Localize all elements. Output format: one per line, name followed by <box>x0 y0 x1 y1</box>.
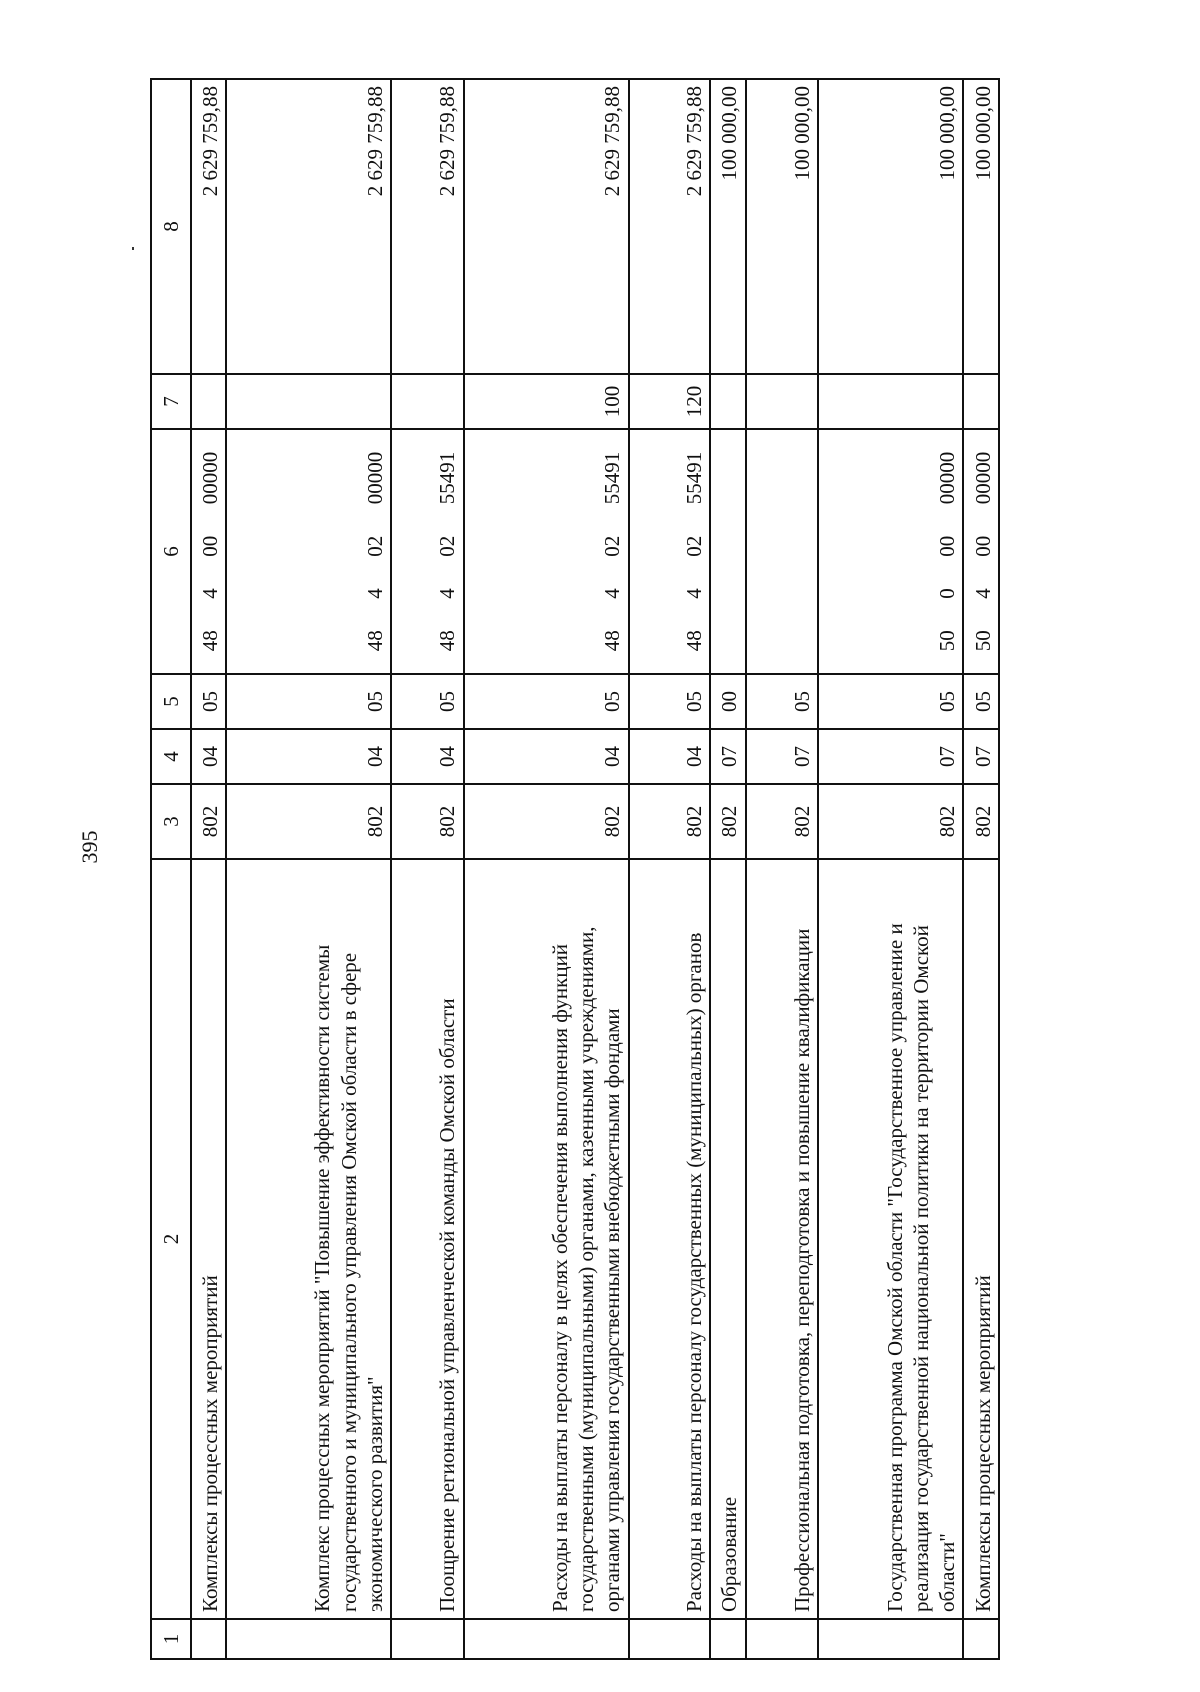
target-code-part: 00000 <box>970 451 995 505</box>
cell-col4: 04 <box>191 729 226 784</box>
target-code-part: 55491 <box>600 451 625 505</box>
cell-col4: 07 <box>746 729 819 784</box>
target-code-part: 4 <box>600 588 625 599</box>
cell-col3: 802 <box>818 784 963 859</box>
cell-col4: 04 <box>391 729 464 784</box>
table-row <box>391 79 464 1659</box>
cell-amount: 2 629 759,88 <box>191 79 226 374</box>
cell-amount: 100 000,00 <box>710 79 745 374</box>
target-code-part: 55491 <box>435 451 460 505</box>
cell-col3: 802 <box>629 784 710 859</box>
budget-table <box>150 78 1000 1660</box>
cell-col5: 05 <box>226 674 391 729</box>
cell-col4: 07 <box>818 729 963 784</box>
target-code-part: 4 <box>362 588 387 599</box>
cell-name: Комплекс процессных мероприятий "Повышение эффективности системы государственного и муниципального управления Омской области в сфере экономического развития" <box>226 859 391 1619</box>
cell-col5: 05 <box>629 674 710 729</box>
target-code-part: 02 <box>435 535 460 557</box>
table-row <box>746 79 819 1659</box>
cell-col5: 05 <box>464 674 629 729</box>
target-code-part: 55491 <box>681 451 706 505</box>
cell-amount: 100 000,00 <box>746 79 819 374</box>
target-code-part: 02 <box>681 535 706 557</box>
budget-table-container <box>150 80 1000 1660</box>
budget-table-rotated <box>150 80 1000 1660</box>
target-code-part: 4 <box>970 588 995 599</box>
target-code-part: 4 <box>197 588 222 599</box>
cell-col5: 05 <box>391 674 464 729</box>
table-row <box>963 79 999 1659</box>
cell-col6-code <box>818 429 963 674</box>
cell-name: Профессиональная подготовка, переподготовка и повышение квалификации <box>746 859 819 1619</box>
cell-col1 <box>226 1619 391 1659</box>
cell-name: Расходы на выплаты персоналу государственных (муниципальных) органов <box>629 859 710 1619</box>
target-code-part: 00000 <box>362 451 387 505</box>
target-code-part: 48 <box>362 630 387 652</box>
table-row <box>226 79 391 1659</box>
table-row <box>710 79 745 1659</box>
target-code-part: 50 <box>935 630 960 652</box>
cell-col5: 05 <box>746 674 819 729</box>
target-code-part: 00 <box>935 535 960 557</box>
cell-col4: 04 <box>226 729 391 784</box>
target-code <box>362 436 388 667</box>
col-header-7: 7 <box>151 374 191 429</box>
cell-col3: 802 <box>226 784 391 859</box>
cell-amount: 2 629 759,88 <box>226 79 391 374</box>
target-code <box>434 436 460 667</box>
target-code-part: 48 <box>435 630 460 652</box>
target-code-part: 00 <box>970 535 995 557</box>
cell-col1 <box>746 1619 819 1659</box>
col-header-5: 5 <box>151 674 191 729</box>
cell-col7: 100 <box>464 374 629 429</box>
cell-amount: 2 629 759,88 <box>464 79 629 374</box>
target-code-part: 4 <box>435 588 460 599</box>
cell-col7: 120 <box>629 374 710 429</box>
cell-col7 <box>391 374 464 429</box>
cell-col3: 802 <box>746 784 819 859</box>
cell-col3: 802 <box>464 784 629 859</box>
header-row <box>151 79 191 1659</box>
target-code-part: 50 <box>970 630 995 652</box>
cell-col6-code <box>710 429 745 674</box>
cell-col3: 802 <box>391 784 464 859</box>
target-code <box>197 436 223 667</box>
cell-col1 <box>963 1619 999 1659</box>
target-code <box>599 436 625 667</box>
cell-col6-code <box>191 429 226 674</box>
target-code <box>681 436 707 667</box>
cell-col4: 04 <box>464 729 629 784</box>
target-code-part: 00000 <box>197 451 222 505</box>
cell-col3: 802 <box>963 784 999 859</box>
table-row <box>464 79 629 1659</box>
cell-col1 <box>710 1619 745 1659</box>
cell-col6-code <box>391 429 464 674</box>
table-row <box>191 79 226 1659</box>
cell-col1 <box>464 1619 629 1659</box>
cell-amount: 100 000,00 <box>818 79 963 374</box>
cell-col4: 04 <box>629 729 710 784</box>
target-code-part: 00 <box>197 535 222 557</box>
cell-col4: 07 <box>963 729 999 784</box>
target-code-part: 48 <box>600 630 625 652</box>
col-header-3: 3 <box>151 784 191 859</box>
table-row <box>818 79 963 1659</box>
cell-name: Комплексы процессных мероприятий <box>963 859 999 1619</box>
cell-col6-code <box>226 429 391 674</box>
cell-name: Образование <box>710 859 745 1619</box>
table-row <box>629 79 710 1659</box>
col-header-8: 8 <box>151 79 191 374</box>
cell-name: Комплексы процессных мероприятий <box>191 859 226 1619</box>
cell-col5: 05 <box>963 674 999 729</box>
target-code <box>934 436 960 667</box>
col-header-6: 6 <box>151 429 191 674</box>
cell-amount: 2 629 759,88 <box>629 79 710 374</box>
cell-col6-code <box>746 429 819 674</box>
cell-col7 <box>746 374 819 429</box>
cell-col3: 802 <box>710 784 745 859</box>
cell-col5: 00 <box>710 674 745 729</box>
cell-col7 <box>710 374 745 429</box>
target-code-part: 4 <box>681 588 706 599</box>
cell-name: Государственная программа Омской области "Государственное управление и реализация государственной национальной политики на территории Омской области" <box>818 859 963 1619</box>
cell-col5: 05 <box>191 674 226 729</box>
cell-col5: 05 <box>818 674 963 729</box>
cell-amount: 2 629 759,88 <box>391 79 464 374</box>
target-code-part: 48 <box>197 630 222 652</box>
cell-col1 <box>818 1619 963 1659</box>
target-code-part: 02 <box>362 535 387 557</box>
cell-col6-code <box>464 429 629 674</box>
cell-col7 <box>191 374 226 429</box>
page-number: 395 <box>77 830 102 864</box>
col-header-2: 2 <box>151 859 191 1619</box>
col-header-4: 4 <box>151 729 191 784</box>
cell-col7 <box>226 374 391 429</box>
cell-col1 <box>391 1619 464 1659</box>
cell-col1 <box>191 1619 226 1659</box>
cell-col3: 802 <box>191 784 226 859</box>
target-code-part: 48 <box>681 630 706 652</box>
cell-amount: 100 000,00 <box>963 79 999 374</box>
target-code-part: 02 <box>600 535 625 557</box>
cell-col6-code <box>963 429 999 674</box>
cell-col7 <box>963 374 999 429</box>
cell-name: Поощрение региональной управленческой команды Омской области <box>391 859 464 1619</box>
cell-col6-code <box>629 429 710 674</box>
scan-speck <box>132 247 134 250</box>
cell-col1 <box>629 1619 710 1659</box>
cell-col4: 07 <box>710 729 745 784</box>
target-code-part: 00000 <box>935 451 960 505</box>
target-code <box>970 436 996 667</box>
col-header-1: 1 <box>151 1619 191 1659</box>
target-code-part: 0 <box>935 588 960 599</box>
cell-col7 <box>818 374 963 429</box>
cell-name: Расходы на выплаты персоналу в целях обеспечения выполнения функций государственными (муниципальными) органами, казенными учреждениями, органами управления государственными внебюджетными фондами <box>464 859 629 1619</box>
